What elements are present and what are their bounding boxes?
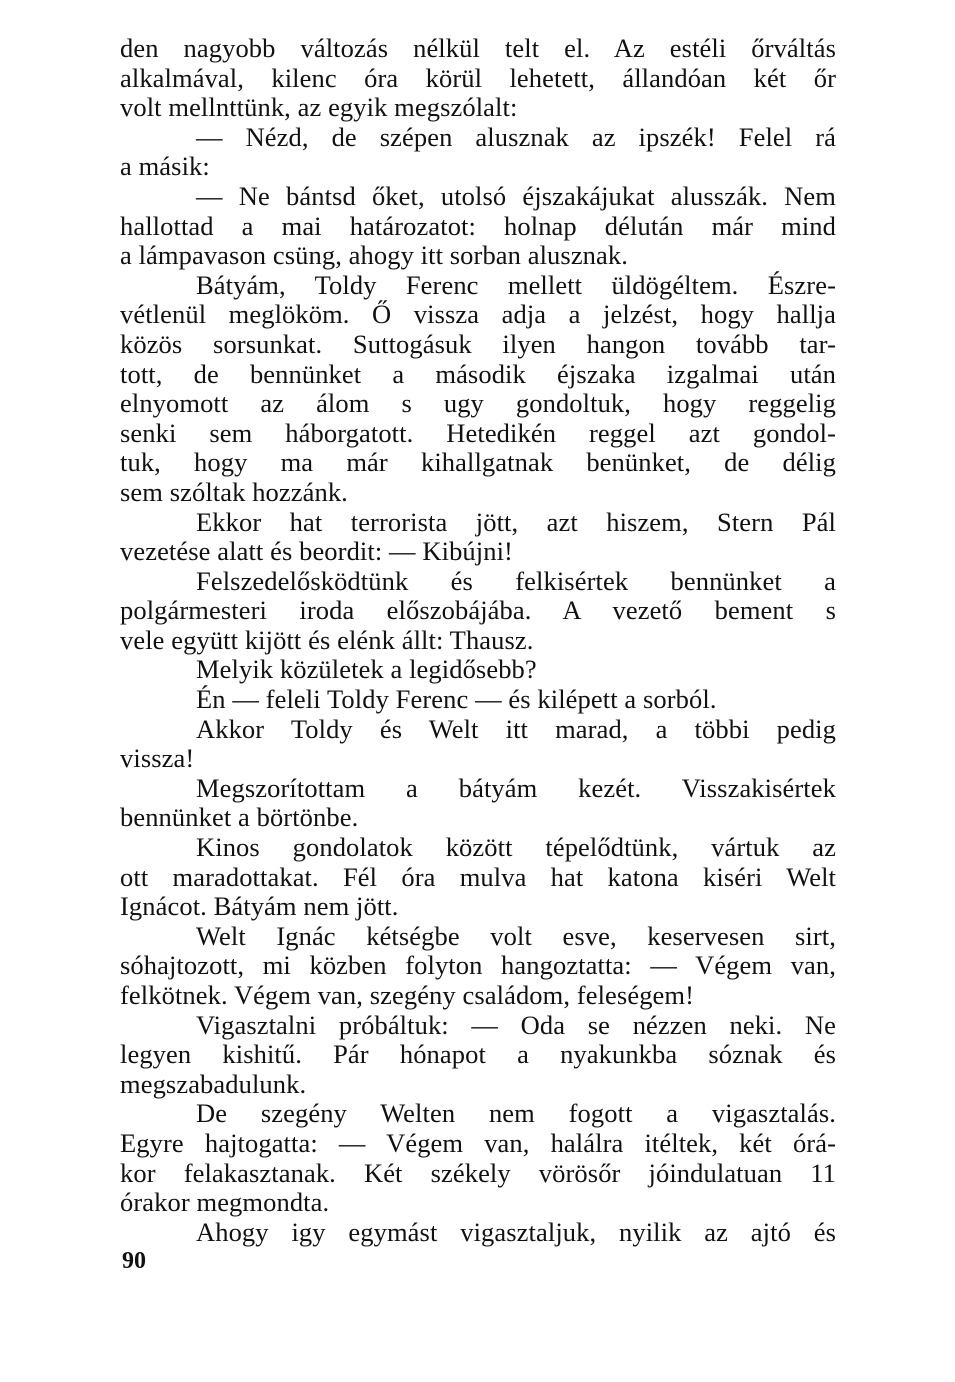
text-line: tott, de bennünket a második éjszaka izgalmai után	[120, 358, 836, 389]
body-text	[120, 34, 836, 1247]
text-line: felkötnek. Végem van, szegény családom, feleségem!	[120, 980, 695, 1010]
text-line: vele együtt kijött és elénk állt: Thausz.	[120, 624, 534, 655]
text-line: volt mellnttünk, az egyik megszólalt:	[120, 92, 518, 123]
text-line: senki sem háborgatott. Hetedikén reggel azt gondol-	[120, 417, 836, 448]
text-line: Ekkor hat terrorista jött, azt hiszem, Stern Pál	[196, 506, 836, 537]
text-line: Felszedelősködtünk és felkisértek bennünket a	[196, 565, 836, 596]
text-line: Akkor Toldy és Welt itt marad, a többi pedig	[196, 713, 836, 744]
text-line: polgármesteri iroda előszobájába. A vezető bement s	[120, 595, 836, 626]
text-line: — Nézd, de szépen alusznak az ipszék! Felel rá	[196, 121, 836, 152]
text-line: tuk, hogy ma már kihallgatnak benünket, de délig	[120, 447, 836, 478]
text-line: ott maradottakat. Fél óra mulva hat katona kiséri Welt	[120, 861, 836, 892]
text-line: De szegény Welten nem fogott a vigasztalás.	[196, 1098, 836, 1129]
text-line: sóhajtozott, mi közben folyton hangoztatta: — Végem van,	[120, 950, 836, 981]
text-line: Ignácot. Bátyám nem jött.	[120, 891, 399, 922]
text-line: megszabadulunk.	[120, 1068, 307, 1099]
text-line: Megszorítottam a bátyám kezét. Visszakisértek	[196, 772, 836, 803]
text-line: alkalmával, kilenc óra körül lehetett, állandóan két őr	[120, 62, 836, 93]
text-line: vétlenül meglököm. Ő vissza adja a jelzést, hogy hallja	[120, 299, 836, 330]
page-number: 90	[122, 1248, 146, 1274]
text-line: Bátyám, Toldy Ferenc mellett üldögéltem. Észre-	[196, 269, 836, 300]
text-line: Melyik közületek a legidősebb?	[196, 654, 537, 685]
text-line: Ahogy igy egymást vigasztaljuk, nyilik az ajtó és	[196, 1216, 836, 1247]
text-line: bennünket a börtönbe.	[120, 802, 359, 833]
text-line: elnyomott az álom s ugy gondoltuk, hogy reggelig	[120, 388, 836, 419]
text-line: a másik:	[120, 151, 210, 182]
text-line: kor felakasztanak. Két székely vörösőr jóindulatuan 11	[120, 1157, 836, 1188]
text-line: Kinos gondolatok között tépelődtünk, vártuk az	[196, 832, 836, 863]
text-line: közös sorsunkat. Suttogásuk ilyen hangon tovább tar-	[120, 328, 836, 359]
text-line: — Ne bántsd őket, utolsó éjszakájukat alusszák. Nem	[196, 180, 836, 211]
text-line: Welt Ignác kétségbe volt esve, keservesen sirt,	[196, 920, 836, 951]
text-line: Egyre hajtogatta: — Végem van, halálra itéltek, két órá-	[120, 1127, 836, 1158]
text-line: a lámpavason csüng, ahogy itt sorban alusznak.	[120, 240, 628, 271]
text-line: Én — feleli Toldy Ferenc — és kilépett a sorból.	[196, 684, 717, 715]
text-line: legyen kishitű. Pár hónapot a nyakunkba sóznak és	[120, 1039, 836, 1070]
text-line: vissza!	[120, 743, 195, 774]
text-line: Vigasztalni próbáltuk: — Oda se nézzen neki. Ne	[196, 1009, 836, 1040]
text-line: sem szóltak hozzánk.	[120, 476, 348, 507]
text-line: hallottad a mai határozatot: holnap délután már mind	[120, 210, 836, 241]
text-line: órakor megmondta.	[120, 1187, 330, 1218]
text-line: vezetése alatt és beordit: — Kibújni!	[120, 536, 513, 567]
text-line: den nagyobb változás nélkül telt el. Az estéli őrváltás	[120, 33, 836, 63]
